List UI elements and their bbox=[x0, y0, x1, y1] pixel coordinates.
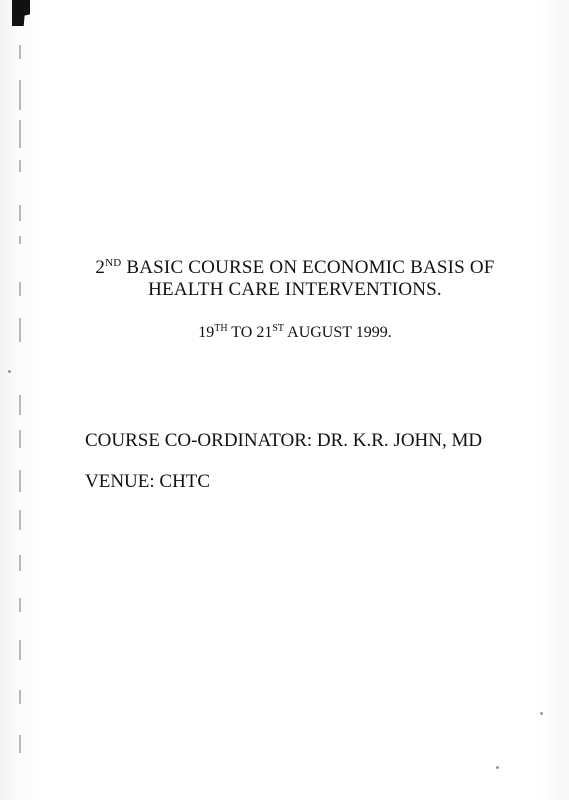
dates-end-suffix: ST bbox=[272, 323, 285, 334]
binding-mark bbox=[19, 598, 21, 612]
dates-start-suffix: TH bbox=[214, 323, 228, 334]
course-title-line-2: HEALTH CARE INTERVENTIONS. bbox=[148, 279, 442, 300]
binding-mark bbox=[19, 45, 21, 59]
binding-mark bbox=[19, 236, 21, 244]
binding-mark bbox=[19, 430, 21, 448]
binding-mark bbox=[19, 640, 21, 660]
course-title-line-1 bbox=[60, 258, 530, 277]
binding-mark bbox=[19, 282, 21, 296]
course-dates bbox=[95, 323, 495, 342]
binding-mark bbox=[19, 160, 21, 172]
binding-mark bbox=[19, 120, 21, 148]
binding-mark bbox=[19, 318, 21, 342]
title-ordinal-suffix: ND bbox=[105, 257, 122, 269]
scan-speck bbox=[496, 766, 499, 769]
binding-mark bbox=[19, 205, 21, 221]
binding-mark bbox=[19, 470, 21, 492]
course-coordinator: COURSE CO-ORDINATOR: DR. K.R. JOHN, MD bbox=[85, 430, 483, 451]
scan-speck bbox=[8, 370, 11, 373]
binding-mark bbox=[19, 555, 21, 571]
title-text-line-1: BASIC COURSE ON ECONOMIC BASIS OF bbox=[121, 257, 495, 278]
dates-start-day: 19 bbox=[198, 324, 215, 341]
title-ordinal-number: 2 bbox=[95, 257, 106, 278]
binding-mark bbox=[19, 735, 21, 753]
binding-mark bbox=[19, 80, 21, 110]
course-venue: VENUE: CHTC bbox=[85, 471, 211, 492]
scan-speck bbox=[540, 712, 543, 715]
binding-mark bbox=[19, 690, 21, 704]
dates-month-year: AUGUST 1999. bbox=[284, 324, 392, 341]
dates-middle: TO 21 bbox=[227, 324, 273, 341]
binding-mark bbox=[19, 510, 21, 530]
binding-mark bbox=[19, 395, 21, 415]
corner-ink-blot bbox=[12, 0, 30, 26]
